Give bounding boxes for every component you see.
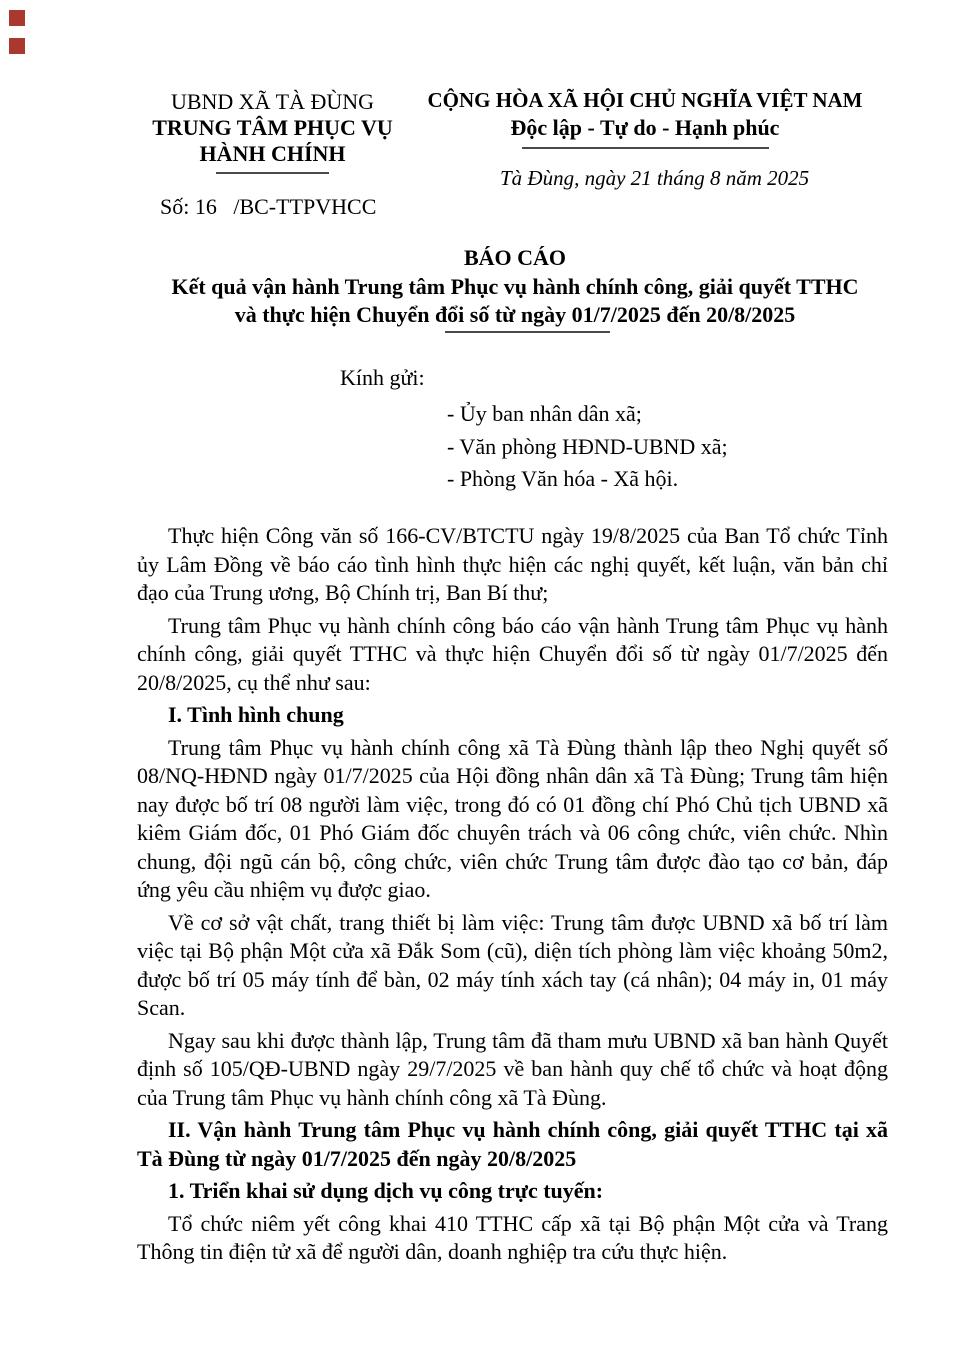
document-type-heading: BÁO CÁO [463, 245, 567, 270]
agency-name-line1: TRUNG TÂM PHỤC VỤ [152, 115, 393, 140]
document-title-line2: và thực hiện Chuyển đổi số từ ngày 01/7/2025 đến 20/8/2025 [234, 302, 796, 327]
recipient-item: - Phòng Văn hóa - Xã hội. [447, 466, 679, 491]
document-title-block [110, 244, 920, 330]
recipient-item: - Ủy ban nhân dân xã; [447, 401, 642, 426]
subsection-heading-2-1: 1. Triển khai sử dụng dịch vụ công trực tuyến: [168, 1178, 604, 1203]
issuing-agency-block [145, 89, 400, 174]
title-divider-rule [445, 331, 610, 333]
recipients-list [447, 398, 728, 496]
document-title-line1: Kết quả vận hành Trung tâm Phục vụ hành chính công, giải quyết TTHC [171, 273, 859, 299]
red-square-marker-2 [9, 38, 25, 54]
country-title: CỘNG HÒA XÃ HỘI CHỦ NGHĨA VIỆT NAM [427, 88, 863, 112]
document-number: Số: 16 /BC-TTPVHCC [160, 194, 377, 219]
motto-divider-rule [522, 147, 769, 149]
paragraph-basis-1: Thực hiện Công văn số 166-CV/BTCTU ngày 19/8/2025 của Ban Tổ chức Tỉnh ủy Lâm Đồng về báo cáo tình hình thực hiện các nghị quyết, kết luận, văn bản chỉ đạo của Trung ương, Bộ Chính trị, Ban Bí thư; [137, 523, 888, 605]
recipients-label: Kính gửi: [340, 365, 425, 390]
section-heading-1: I. Tình hình chung [168, 702, 344, 727]
paragraph-facilities: Về cơ sở vật chất, trang thiết bị làm việc: Trung tâm được UBND xã bố trí làm việc tại Bộ phận Một cửa xã Đắk Som (cũ), diện tích phòng làm việc khoảng 50m2, được bố trí 05 máy tính để bàn, 02 máy tính xách tay (cá nhân); 04 máy in, 01 máy Scan. [137, 909, 888, 1020]
agency-divider-rule [216, 172, 329, 174]
agency-parent-name: UBND XÃ TÀ ĐÙNG [170, 89, 375, 114]
paragraph-regulation: Ngay sau khi được thành lập, Trung tâm đã tham mưu UBND xã ban hành Quyết định số 105/QĐ-UBND ngày 29/7/2025 về ban hành quy chế tổ chức và hoạt động của Trung tâm Phục vụ hành chính công xã Tà Đùng. [137, 1027, 888, 1110]
agency-name-line2: HÀNH CHÍNH [199, 141, 346, 166]
paragraph-basis-2: Trung tâm Phục vụ hành chính công báo cáo vận hành Trung tâm Phục vụ hành chính công, giải quyết TTHC và thực hiện Chuyển đổi số từ ngày 01/7/2025 đến 20/8/2025, cụ thể như sau: [137, 612, 888, 695]
paragraph-online-services: Tổ chức niêm yết công khai 410 TTHC cấp xã tại Bộ phận Một cửa và Trang Thông tin điện tử xã để người dân, doanh nghiệp tra cứu thực hiện. [137, 1210, 888, 1264]
red-square-marker-1 [9, 10, 25, 26]
recipient-item: - Văn phòng HĐND-UBND xã; [447, 433, 728, 459]
section-heading-2: II. Vận hành Trung tâm Phục vụ hành chính công, giải quyết TTHC tại xã Tà Đùng từ ngày 01/7/2025 đến ngày 20/8/2025 [137, 1117, 888, 1171]
national-motto: Độc lập - Tự do - Hạnh phúc [510, 115, 780, 140]
document-body [137, 522, 888, 1271]
national-header-block [420, 87, 870, 149]
place-date-line: Tà Đùng, ngày 21 tháng 8 năm 2025 [500, 166, 810, 190]
paragraph-staffing: Trung tâm Phục vụ hành chính công xã Tà Đùng thành lập theo Nghị quyết số 08/NQ-HĐND ngày 01/7/2025 của Hội đồng nhân dân xã Tà Đùng; Trung tâm hiện nay được bố trí 08 người làm việc, trong đó có 01 đồng chí Phó Chủ tịch UBND xã kiêm Giám đốc, 01 Phó Giám đốc chuyên trách và 06 công chức, viên chức. Nhìn chung, đội ngũ cán bộ, công chức, viên chức Trung tâm được đào tạo cơ bản, đáp ứng yêu cầu nhiệm vụ được giao. [137, 734, 888, 902]
